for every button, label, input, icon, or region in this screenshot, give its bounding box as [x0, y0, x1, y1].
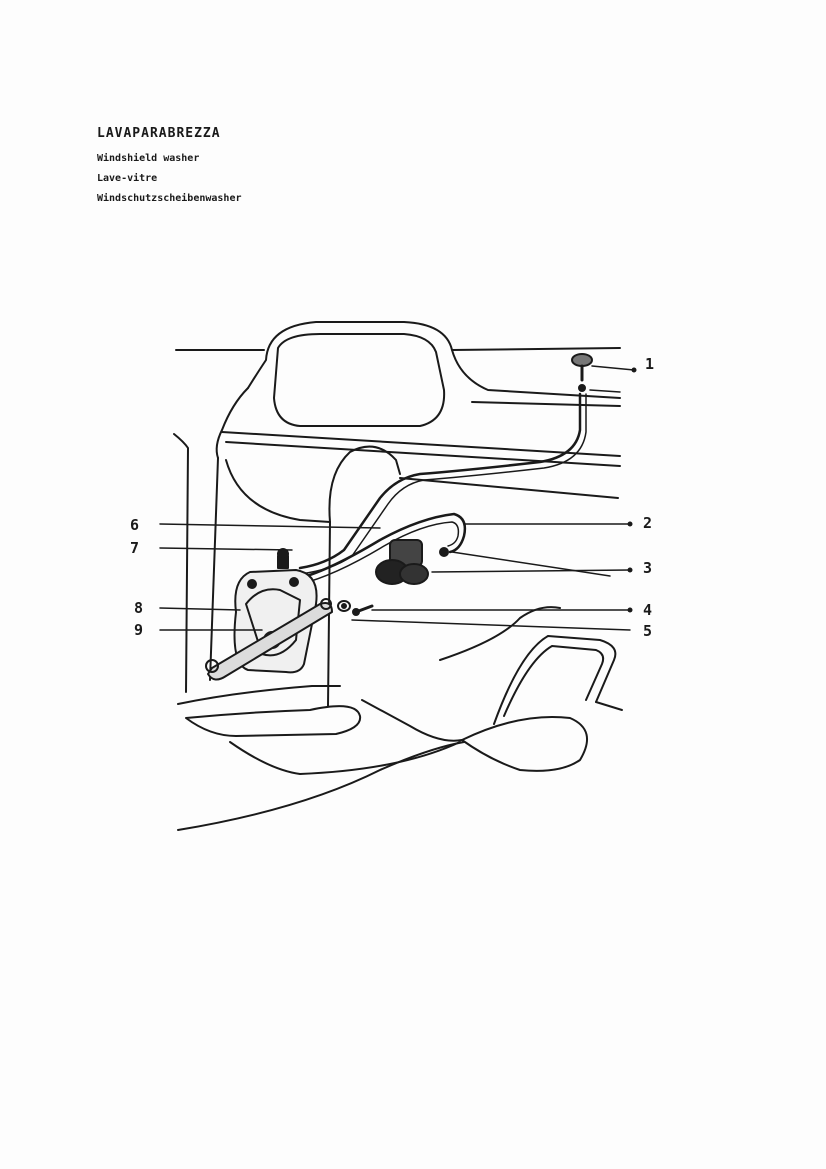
callout-2: 2 [643, 514, 653, 532]
body-line-right [472, 402, 620, 406]
seat-right-outer [494, 636, 615, 724]
washer-jet [572, 354, 592, 391]
callout-3: 3 [643, 559, 653, 577]
seat-right-line-2 [596, 702, 622, 710]
seat-back-curve [226, 460, 330, 522]
rear-window-outer [248, 322, 620, 398]
leader-lines [160, 366, 634, 630]
rear-window-inner [274, 334, 444, 426]
floor-front [178, 686, 340, 704]
shelf-edge-1 [222, 432, 620, 456]
lower-sweep [178, 742, 464, 830]
washer-ring [338, 601, 350, 611]
floor-lip [186, 706, 360, 736]
seat-cushion [462, 717, 587, 771]
window-shelf [217, 388, 248, 458]
subtitle-english: Windshield washer [97, 153, 200, 164]
roof-line-right [452, 348, 620, 350]
callout-9: 9 [134, 621, 144, 639]
hose-upper-2 [300, 394, 586, 574]
fixing-screw [353, 606, 372, 615]
leader-dots [628, 368, 637, 613]
subtitle-french: Lave-vitre [97, 173, 158, 184]
tunnel-left [230, 742, 460, 774]
reservoir-cap [278, 549, 288, 568]
callout-5: 5 [643, 622, 653, 640]
pillar-left [174, 434, 188, 692]
callout-6: 6 [130, 516, 140, 534]
callout-7: 7 [130, 539, 140, 557]
subtitle-german: Windschutzscheibenwasher [97, 193, 242, 204]
seat-right-inner [504, 646, 603, 716]
belt-line [400, 478, 618, 498]
tunnel-side [362, 700, 462, 741]
pillar-inner [210, 458, 218, 680]
callout-4: 4 [643, 601, 653, 619]
page-title: LAVAPARABREZZA [97, 126, 221, 141]
callout-1: 1 [645, 355, 655, 373]
headrest-curve [329, 447, 400, 522]
seat-right-line [440, 607, 560, 660]
shelf-edge-2 [226, 442, 620, 466]
callout-8: 8 [134, 599, 144, 617]
washer-pump [376, 540, 448, 584]
